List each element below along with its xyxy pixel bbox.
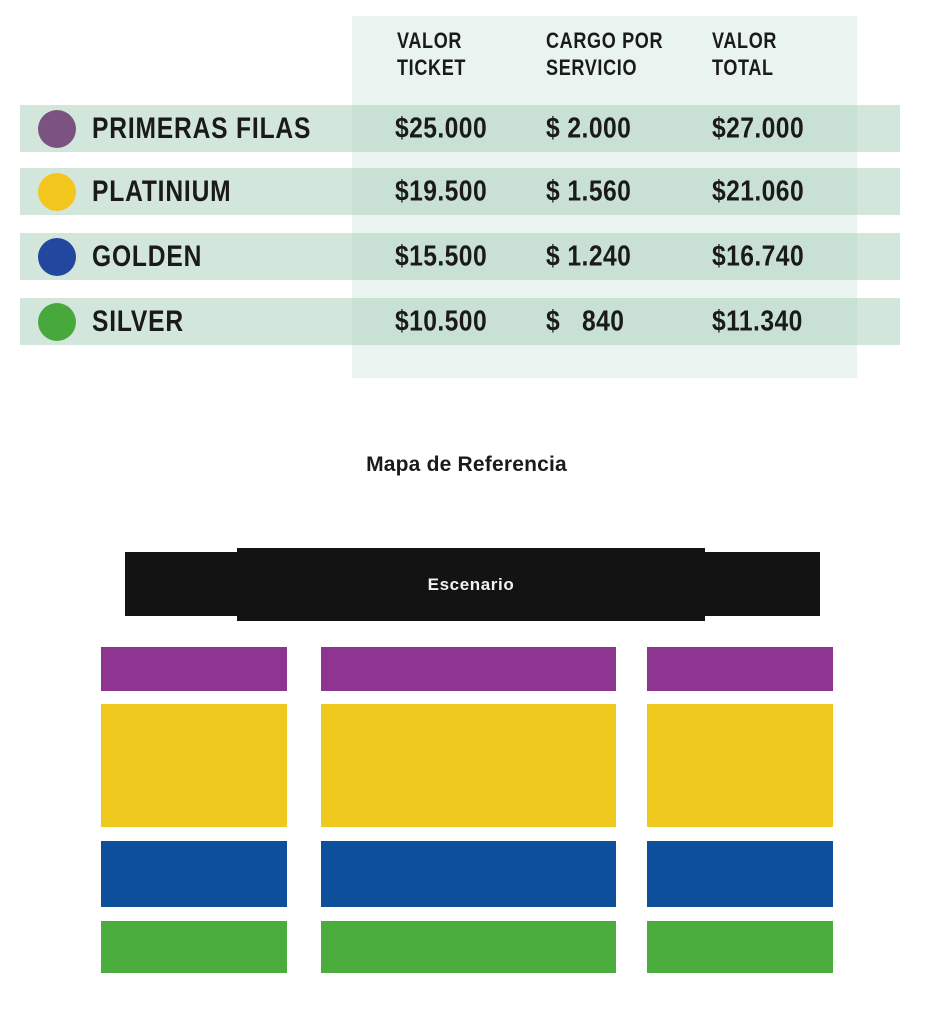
map-title: Mapa de Referencia <box>366 453 567 476</box>
table-row-primeras-filas <box>20 105 900 152</box>
column-header-cargo-servicio <box>546 27 663 81</box>
seat-section-platinium-right <box>647 704 833 827</box>
seat-section-golden-right <box>647 841 833 907</box>
valor-ticket-value: $19.500 <box>395 175 488 207</box>
table-row-silver <box>20 298 900 345</box>
valor-ticket-value: $25.000 <box>395 112 488 144</box>
seat-section-primeras-filas-left <box>101 647 287 691</box>
valor-total-value: $16.740 <box>712 240 805 272</box>
seat-section-primeras-filas-right <box>647 647 833 691</box>
table-row-platinium <box>20 168 900 215</box>
cargo-servicio-value: $ 2.000 <box>546 112 632 144</box>
header-line: CARGO POR <box>546 28 664 53</box>
column-header-valor-total <box>712 27 777 81</box>
header-line: TICKET <box>397 55 467 80</box>
seat-section-primeras-filas-center <box>321 647 616 691</box>
stage-label: Escenario <box>427 574 515 594</box>
category-label: SILVER <box>92 304 184 338</box>
stage-bar-center <box>237 548 705 621</box>
valor-total-value: $27.000 <box>712 112 805 144</box>
category-label: PLATINIUM <box>92 174 232 208</box>
valor-ticket-value: $15.500 <box>395 240 488 272</box>
valor-ticket-value: $10.500 <box>395 305 488 337</box>
cargo-servicio-value: $ 1.560 <box>546 175 632 207</box>
seat-section-platinium-center <box>321 704 616 827</box>
category-color-dot <box>38 110 76 148</box>
valor-total-value: $21.060 <box>712 175 805 207</box>
seat-section-silver-left <box>101 921 287 973</box>
category-color-dot <box>38 238 76 276</box>
seat-section-silver-center <box>321 921 616 973</box>
column-header-valor-ticket <box>397 27 466 81</box>
seat-section-silver-right <box>647 921 833 973</box>
seat-section-golden-left <box>101 841 287 907</box>
seat-section-golden-center <box>321 841 616 907</box>
cargo-servicio-value: $ 840 <box>546 305 625 337</box>
category-label: PRIMERAS FILAS <box>92 111 312 145</box>
seat-section-platinium-left <box>101 704 287 827</box>
table-row-golden <box>20 233 900 280</box>
cargo-servicio-value: $ 1.240 <box>546 240 632 272</box>
category-color-dot <box>38 173 76 211</box>
header-line: TOTAL <box>712 55 774 80</box>
header-line: VALOR <box>397 28 463 53</box>
header-line: VALOR <box>712 28 778 53</box>
valor-total-value: $11.340 <box>712 305 803 337</box>
category-label: GOLDEN <box>92 239 203 273</box>
header-line: SERVICIO <box>546 55 638 80</box>
category-color-dot <box>38 303 76 341</box>
